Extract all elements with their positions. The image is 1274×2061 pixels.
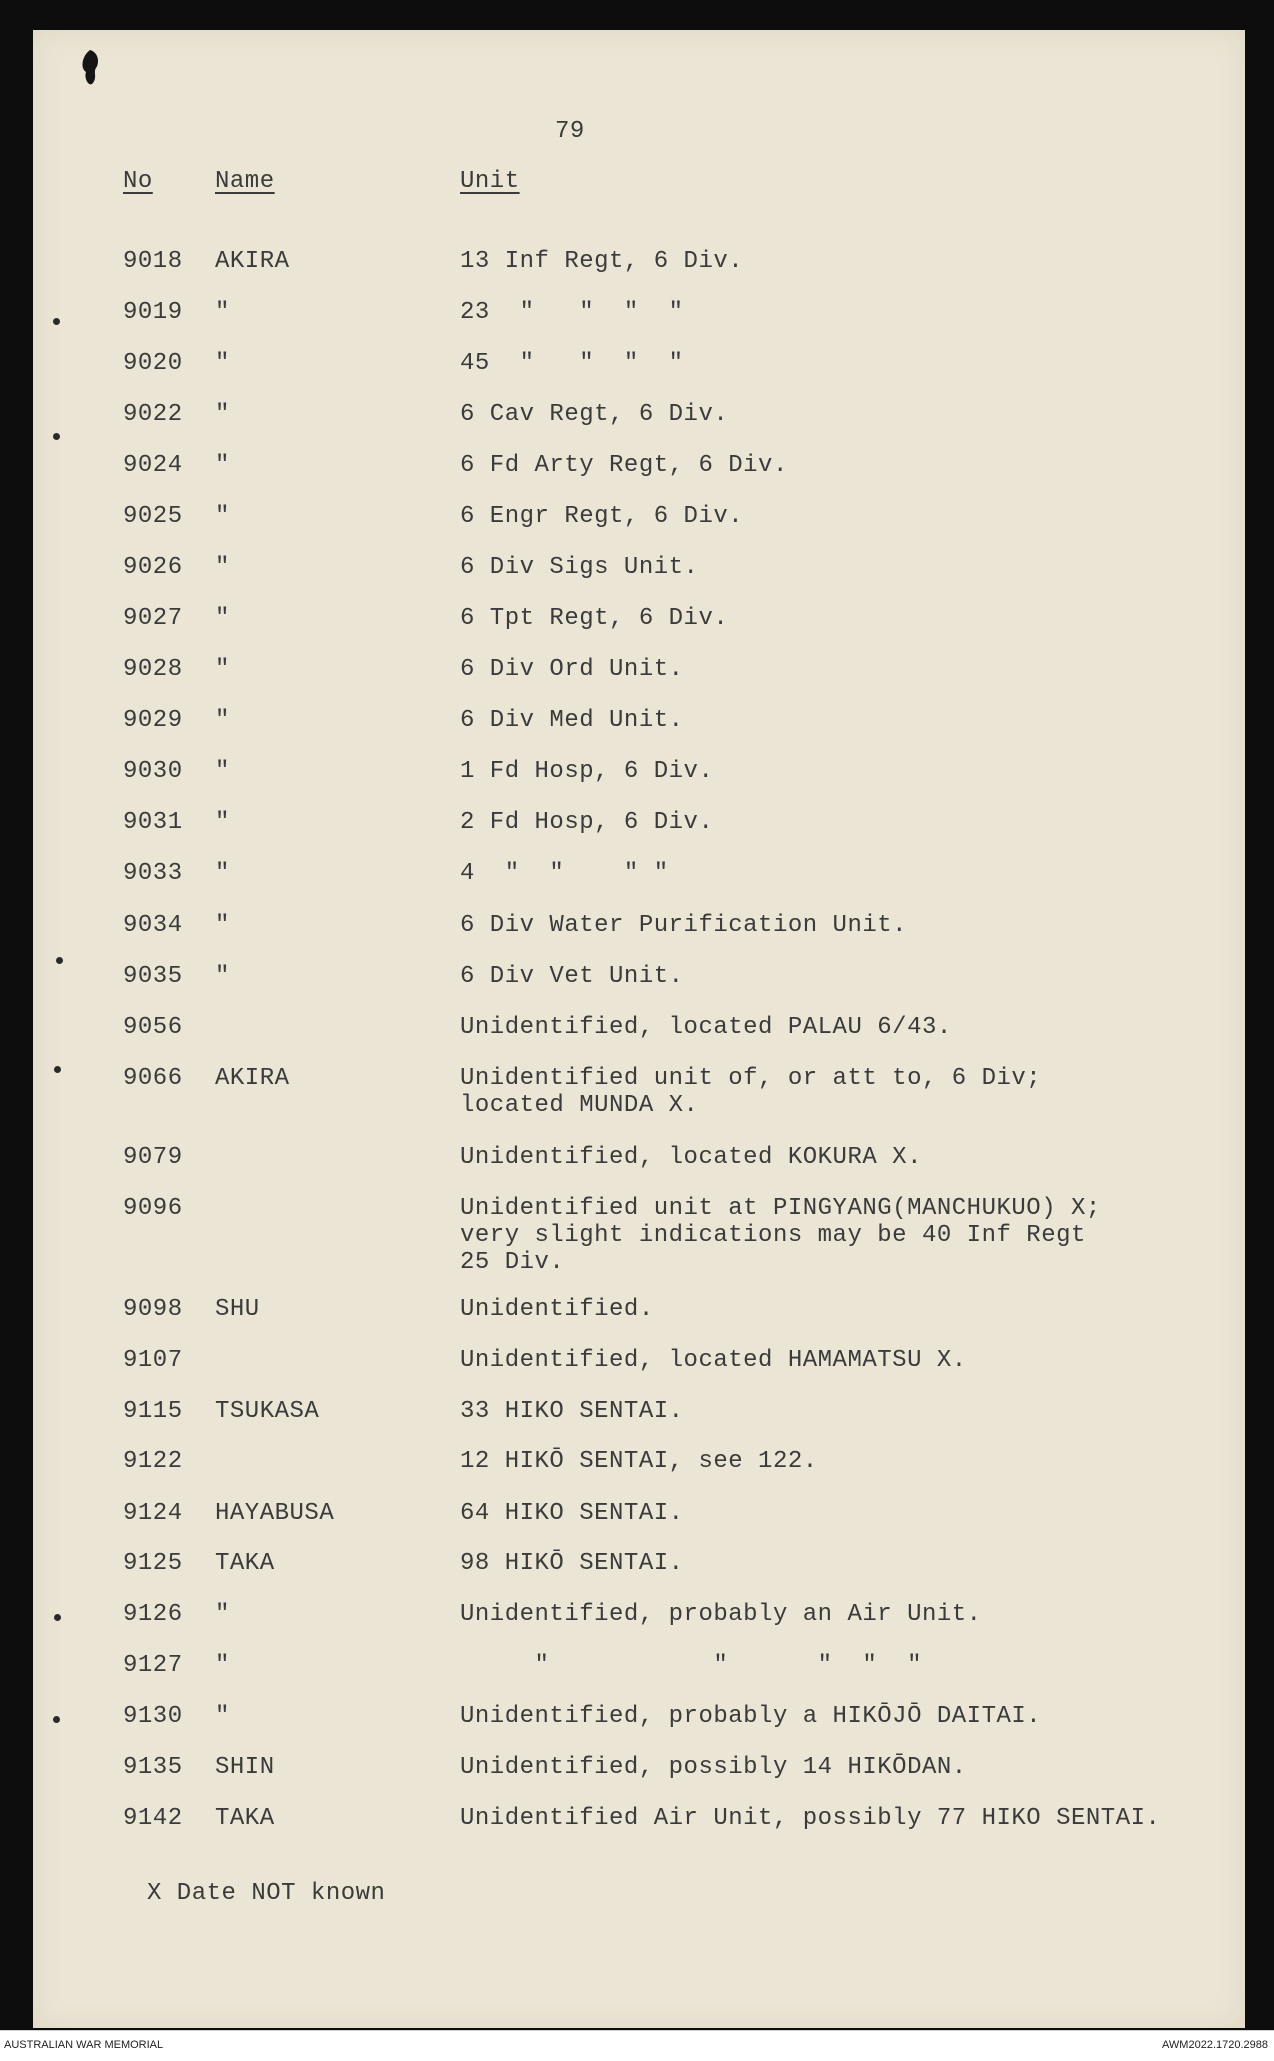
row-number: 9028 (123, 656, 183, 683)
row-unit: Unidentified Air Unit, possibly 77 HIKO SENTAI. (460, 1805, 1161, 1832)
row-number: 9107 (123, 1347, 183, 1374)
row-unit: Unidentified, located PALAU 6/43. (460, 1014, 952, 1041)
punch-hole (53, 1716, 60, 1723)
row-unit: Unidentified unit of, or att to, 6 Div; located MUNDA X. (460, 1065, 1042, 1119)
column-header-name: Name (215, 168, 275, 195)
row-number: 9020 (123, 350, 183, 377)
row-name: " (215, 605, 230, 632)
row-unit: 6 Div Vet Unit. (460, 963, 684, 990)
row-number: 9025 (123, 503, 183, 530)
row-name: " (215, 809, 230, 836)
row-number: 9034 (123, 912, 183, 939)
row-unit: 13 Inf Regt, 6 Div. (460, 248, 744, 275)
row-number: 9115 (123, 1398, 183, 1425)
row-number: 9056 (123, 1014, 183, 1041)
row-unit: 98 HIKŌ SENTAI. (460, 1550, 684, 1577)
row-name: " (215, 503, 230, 530)
row-name: " (215, 963, 230, 990)
row-number: 9027 (123, 605, 183, 632)
row-number: 9125 (123, 1550, 183, 1577)
row-number: 9031 (123, 809, 183, 836)
row-number: 9024 (123, 452, 183, 479)
row-unit: Unidentified, located HAMAMATSU X. (460, 1347, 967, 1374)
row-unit: 6 Tpt Regt, 6 Div. (460, 605, 729, 632)
row-number: 9142 (123, 1805, 183, 1832)
archive-credit: AUSTRALIAN WAR MEMORIAL (4, 2039, 164, 2051)
archive-footer (0, 2030, 1274, 2061)
row-number: 9096 (123, 1195, 183, 1222)
row-number: 9018 (123, 248, 183, 275)
row-number: 9035 (123, 963, 183, 990)
row-number: 9098 (123, 1296, 183, 1323)
row-unit: 4 " " " " (460, 860, 669, 887)
row-unit: " " " " " (460, 1652, 922, 1679)
row-unit: Unidentified, probably an Air Unit. (460, 1601, 982, 1628)
row-number: 9135 (123, 1754, 183, 1781)
row-name: " (215, 299, 230, 326)
punch-hole (54, 1614, 61, 1621)
row-name: " (215, 554, 230, 581)
punch-hole (56, 957, 63, 964)
row-number: 9033 (123, 860, 183, 887)
row-unit: 6 Div Med Unit. (460, 707, 684, 734)
row-number: 9122 (123, 1448, 183, 1475)
row-name: TAKA (215, 1550, 275, 1577)
page-number: 79 (555, 118, 585, 145)
row-name: " (215, 401, 230, 428)
row-unit: Unidentified unit at PINGYANG(MANCHUKUO) X; very slight indications may be 40 Inf Regt 25 Div. (460, 1195, 1101, 1276)
row-unit: 6 Cav Regt, 6 Div. (460, 401, 729, 428)
row-unit: 6 Div Ord Unit. (460, 656, 684, 683)
footnote: X Date NOT known (147, 1880, 386, 1907)
row-name: " (215, 1601, 230, 1628)
row-name: " (215, 1652, 230, 1679)
row-number: 9124 (123, 1500, 183, 1527)
row-unit: 33 HIKO SENTAI. (460, 1398, 684, 1425)
row-number: 9019 (123, 299, 183, 326)
punch-hole (53, 318, 60, 325)
row-number: 9079 (123, 1144, 183, 1171)
punch-hole (53, 433, 60, 440)
row-unit: Unidentified, possibly 14 HIKŌDAN. (460, 1754, 967, 1781)
row-name: " (215, 452, 230, 479)
row-name: TSUKASA (215, 1398, 320, 1425)
row-name: SHU (215, 1296, 260, 1323)
punch-hole (54, 1066, 61, 1073)
row-name: " (215, 656, 230, 683)
row-unit: 2 Fd Hosp, 6 Div. (460, 809, 714, 836)
row-unit: 6 Fd Arty Regt, 6 Div. (460, 452, 788, 479)
row-unit: 45 " " " " (460, 350, 684, 377)
row-number: 9026 (123, 554, 183, 581)
row-unit: 12 HIKŌ SENTAI, see 122. (460, 1448, 818, 1475)
archive-reference: AWM2022.1720.2988 (1162, 2039, 1268, 2051)
row-name: SHIN (215, 1754, 275, 1781)
row-unit: 6 Div Water Purification Unit. (460, 912, 908, 939)
row-name: " (215, 707, 230, 734)
row-number: 9130 (123, 1703, 183, 1730)
row-number: 9126 (123, 1601, 183, 1628)
ink-blot (62, 42, 112, 92)
row-name: " (215, 860, 230, 887)
row-name: " (215, 912, 230, 939)
row-name: AKIRA (215, 1065, 290, 1092)
row-name: " (215, 350, 230, 377)
row-number: 9127 (123, 1652, 183, 1679)
row-unit: Unidentified. (460, 1296, 654, 1323)
row-number: 9066 (123, 1065, 183, 1092)
row-name: AKIRA (215, 248, 290, 275)
row-name: " (215, 758, 230, 785)
row-unit: 6 Engr Regt, 6 Div. (460, 503, 744, 530)
row-name: TAKA (215, 1805, 275, 1832)
row-number: 9022 (123, 401, 183, 428)
row-unit: 23 " " " " (460, 299, 684, 326)
row-unit: 64 HIKO SENTAI. (460, 1500, 684, 1527)
column-header-no: No (123, 168, 153, 195)
row-number: 9030 (123, 758, 183, 785)
row-name: HAYABUSA (215, 1500, 335, 1527)
column-header-unit: Unit (460, 168, 520, 195)
row-unit: Unidentified, probably a HIKŌJŌ DAITAI. (460, 1703, 1042, 1730)
row-unit: 1 Fd Hosp, 6 Div. (460, 758, 714, 785)
row-name: " (215, 1703, 230, 1730)
row-number: 9029 (123, 707, 183, 734)
row-unit: Unidentified, located KOKURA X. (460, 1144, 922, 1171)
row-unit: 6 Div Sigs Unit. (460, 554, 699, 581)
